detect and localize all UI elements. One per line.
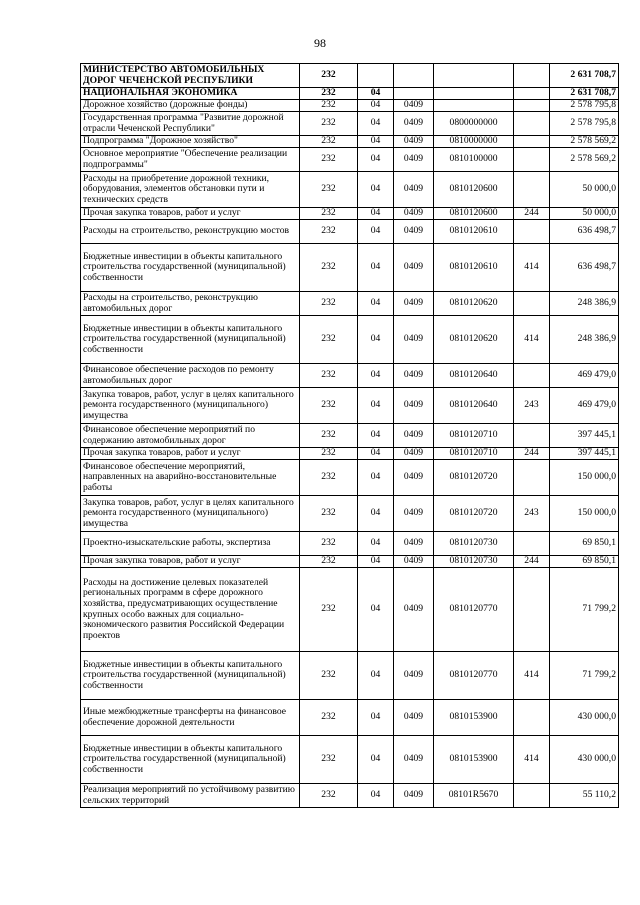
row-expense-type xyxy=(514,292,550,316)
row-expense-type xyxy=(514,424,550,448)
row-amount: 71 799,2 xyxy=(550,652,619,700)
row-section-code: 04 xyxy=(358,316,394,364)
table-row xyxy=(81,100,619,112)
row-expense-type xyxy=(514,220,550,244)
row-section-code: 04 xyxy=(358,172,394,208)
row-expense-type: 243 xyxy=(514,496,550,532)
table-row xyxy=(81,208,619,220)
row-target-article: 0810120730 xyxy=(434,556,514,568)
row-section-code: 04 xyxy=(358,568,394,652)
row-ved-code: 232 xyxy=(300,364,358,388)
row-section-code: 04 xyxy=(358,220,394,244)
row-section-code: 04 xyxy=(358,136,394,148)
row-target-article: 0810120770 xyxy=(434,652,514,700)
row-amount: 55 110,2 xyxy=(550,784,619,808)
row-amount: 69 850,1 xyxy=(550,556,619,568)
row-ved-code: 232 xyxy=(300,652,358,700)
row-name: Иные межбюджетные трансферты на финансовое обеспечение дорожной деятельности xyxy=(81,700,300,736)
row-name: Прочая закупка товаров, работ и услуг xyxy=(81,448,300,460)
row-subsection-code: 0409 xyxy=(394,148,434,172)
row-section-code: 04 xyxy=(358,112,394,136)
row-expense-type xyxy=(514,100,550,112)
table-row xyxy=(81,64,619,88)
row-ved-code: 232 xyxy=(300,100,358,112)
row-section-code: 04 xyxy=(358,532,394,556)
row-expense-type xyxy=(514,700,550,736)
table-row xyxy=(81,700,619,736)
row-subsection-code: 0409 xyxy=(394,244,434,292)
row-amount: 2 631 708,7 xyxy=(550,88,619,100)
row-ved-code: 232 xyxy=(300,532,358,556)
row-target-article: 0810120620 xyxy=(434,316,514,364)
row-subsection-code xyxy=(394,64,434,88)
row-name: Финансовое обеспечение мероприятий, направленных на аварийно-восстановительные работы xyxy=(81,460,300,496)
row-ved-code: 232 xyxy=(300,208,358,220)
row-amount: 469 479,0 xyxy=(550,364,619,388)
budget-table xyxy=(80,63,619,808)
table-row xyxy=(81,292,619,316)
row-name: Бюджетные инвестиции в объекты капитального строительства государственной (муниципальной) собственности xyxy=(81,316,300,364)
row-section-code: 04 xyxy=(358,736,394,784)
page-number: 98 xyxy=(314,36,326,50)
row-ved-code: 232 xyxy=(300,88,358,100)
row-target-article: 0800000000 xyxy=(434,112,514,136)
row-ved-code: 232 xyxy=(300,556,358,568)
row-name: Государственная программа "Развитие дорожной отрасли Чеченской Республики" xyxy=(81,112,300,136)
row-name: Бюджетные инвестиции в объекты капитального строительства государственной (муниципальной) собственности xyxy=(81,652,300,700)
row-amount: 2 578 569,2 xyxy=(550,136,619,148)
row-section-code: 04 xyxy=(358,700,394,736)
row-amount: 2 578 795,8 xyxy=(550,100,619,112)
row-section-code xyxy=(358,64,394,88)
row-name: Расходы на достижение целевых показателей региональных программ в сфере дорожного хозяйства, предусматривающих осуществление крупных особо важных для социально-экономического развития Российской Федерации проектов xyxy=(81,568,300,652)
table-row xyxy=(81,448,619,460)
row-subsection-code: 0409 xyxy=(394,292,434,316)
row-name: Закупка товаров, работ, услуг в целях капитального ремонта государственного (муниципального) имущества xyxy=(81,388,300,424)
row-name: Закупка товаров, работ, услуг в целях капитального ремонта государственного (муниципального) имущества xyxy=(81,496,300,532)
row-subsection-code: 0409 xyxy=(394,568,434,652)
row-target-article xyxy=(434,88,514,100)
row-ved-code: 232 xyxy=(300,244,358,292)
row-section-code: 04 xyxy=(358,448,394,460)
row-ved-code: 232 xyxy=(300,112,358,136)
row-name: Финансовое обеспечение мероприятий по содержанию автомобильных дорог xyxy=(81,424,300,448)
row-subsection-code: 0409 xyxy=(394,172,434,208)
row-section-code: 04 xyxy=(358,496,394,532)
row-name: Подпрограмма "Дорожное хозяйство" xyxy=(81,136,300,148)
table-row xyxy=(81,556,619,568)
row-subsection-code: 0409 xyxy=(394,220,434,244)
row-expense-type xyxy=(514,88,550,100)
row-name: Проектно-изыскательские работы, экспертиза xyxy=(81,532,300,556)
row-expense-type xyxy=(514,136,550,148)
row-expense-type: 414 xyxy=(514,736,550,784)
row-subsection-code: 0409 xyxy=(394,100,434,112)
row-expense-type: 243 xyxy=(514,388,550,424)
row-target-article: 0810000000 xyxy=(434,136,514,148)
table-row xyxy=(81,568,619,652)
row-expense-type xyxy=(514,460,550,496)
row-ved-code: 232 xyxy=(300,700,358,736)
row-ved-code: 232 xyxy=(300,292,358,316)
row-target-article: 0810120600 xyxy=(434,172,514,208)
row-target-article: 0810120610 xyxy=(434,220,514,244)
row-ved-code: 232 xyxy=(300,736,358,784)
row-name: Расходы на приобретение дорожной техники, оборудования, элементов обстановки пути и технических средств xyxy=(81,172,300,208)
row-section-code: 04 xyxy=(358,424,394,448)
row-amount: 397 445,1 xyxy=(550,424,619,448)
table-row xyxy=(81,244,619,292)
row-target-article: 0810120730 xyxy=(434,532,514,556)
row-expense-type xyxy=(514,532,550,556)
table-row xyxy=(81,652,619,700)
row-expense-type xyxy=(514,172,550,208)
row-subsection-code: 0409 xyxy=(394,424,434,448)
row-subsection-code: 0409 xyxy=(394,556,434,568)
row-name: Прочая закупка товаров, работ и услуг xyxy=(81,556,300,568)
row-amount: 150 000,0 xyxy=(550,460,619,496)
row-target-article: 0810120640 xyxy=(434,364,514,388)
row-target-article: 0810100000 xyxy=(434,148,514,172)
row-target-article xyxy=(434,100,514,112)
row-expense-type: 414 xyxy=(514,244,550,292)
row-amount: 469 479,0 xyxy=(550,388,619,424)
row-name: Дорожное хозяйство (дорожные фонды) xyxy=(81,100,300,112)
row-section-code: 04 xyxy=(358,556,394,568)
row-amount: 636 498,7 xyxy=(550,220,619,244)
row-expense-type xyxy=(514,784,550,808)
row-subsection-code xyxy=(394,88,434,100)
row-amount: 430 000,0 xyxy=(550,736,619,784)
row-name: Финансовое обеспечение расходов по ремонту автомобильных дорог xyxy=(81,364,300,388)
row-target-article: 0810120600 xyxy=(434,208,514,220)
row-target-article: 0810120710 xyxy=(434,448,514,460)
row-name: Расходы на строительство, реконструкцию мостов xyxy=(81,220,300,244)
row-ved-code: 232 xyxy=(300,148,358,172)
row-amount: 69 850,1 xyxy=(550,532,619,556)
row-ved-code: 232 xyxy=(300,460,358,496)
row-subsection-code: 0409 xyxy=(394,388,434,424)
row-name: Основное мероприятие "Обеспечение реализации подпрограммы" xyxy=(81,148,300,172)
row-subsection-code: 0409 xyxy=(394,460,434,496)
row-ved-code: 232 xyxy=(300,172,358,208)
table-row xyxy=(81,736,619,784)
row-amount: 71 799,2 xyxy=(550,568,619,652)
row-amount: 2 631 708,7 xyxy=(550,64,619,88)
table-row xyxy=(81,784,619,808)
row-ved-code: 232 xyxy=(300,136,358,148)
row-ved-code: 232 xyxy=(300,496,358,532)
row-ved-code: 232 xyxy=(300,424,358,448)
row-section-code: 04 xyxy=(358,208,394,220)
table-row xyxy=(81,172,619,208)
row-subsection-code: 0409 xyxy=(394,736,434,784)
row-target-article: 0810120610 xyxy=(434,244,514,292)
row-subsection-code: 0409 xyxy=(394,700,434,736)
row-amount: 397 445,1 xyxy=(550,448,619,460)
row-amount: 150 000,0 xyxy=(550,496,619,532)
row-amount: 430 000,0 xyxy=(550,700,619,736)
row-amount: 50 000,0 xyxy=(550,208,619,220)
table-row xyxy=(81,364,619,388)
row-target-article: 0810120720 xyxy=(434,496,514,532)
row-target-article: 0810120770 xyxy=(434,568,514,652)
row-expense-type xyxy=(514,64,550,88)
row-name: Бюджетные инвестиции в объекты капитального строительства государственной (муниципальной) собственности xyxy=(81,244,300,292)
row-ved-code: 232 xyxy=(300,64,358,88)
row-subsection-code: 0409 xyxy=(394,496,434,532)
row-name: Реализация мероприятий по устойчивому развитию сельских территорий xyxy=(81,784,300,808)
row-amount: 248 386,9 xyxy=(550,292,619,316)
row-expense-type xyxy=(514,112,550,136)
row-amount: 50 000,0 xyxy=(550,172,619,208)
row-target-article: 0810153900 xyxy=(434,736,514,784)
row-expense-type: 414 xyxy=(514,316,550,364)
row-expense-type xyxy=(514,568,550,652)
row-ved-code: 232 xyxy=(300,448,358,460)
row-subsection-code: 0409 xyxy=(394,316,434,364)
row-section-code: 04 xyxy=(358,652,394,700)
row-name: Прочая закупка товаров, работ и услуг xyxy=(81,208,300,220)
row-name: Бюджетные инвестиции в объекты капитального строительства государственной (муниципальной) собственности xyxy=(81,736,300,784)
row-section-code: 04 xyxy=(358,388,394,424)
row-subsection-code: 0409 xyxy=(394,136,434,148)
row-ved-code: 232 xyxy=(300,388,358,424)
row-section-code: 04 xyxy=(358,100,394,112)
row-amount: 2 578 795,8 xyxy=(550,112,619,136)
row-section-code: 04 xyxy=(358,88,394,100)
row-expense-type: 244 xyxy=(514,448,550,460)
row-target-article: 0810153900 xyxy=(434,700,514,736)
row-target-article xyxy=(434,64,514,88)
table-row xyxy=(81,496,619,532)
row-section-code: 04 xyxy=(358,460,394,496)
row-expense-type: 414 xyxy=(514,652,550,700)
row-section-code: 04 xyxy=(358,292,394,316)
row-subsection-code: 0409 xyxy=(394,208,434,220)
row-ved-code: 232 xyxy=(300,784,358,808)
row-target-article: 0810120710 xyxy=(434,424,514,448)
row-subsection-code: 0409 xyxy=(394,784,434,808)
row-expense-type: 244 xyxy=(514,556,550,568)
row-subsection-code: 0409 xyxy=(394,532,434,556)
table-row xyxy=(81,388,619,424)
table-row xyxy=(81,424,619,448)
row-subsection-code: 0409 xyxy=(394,448,434,460)
row-amount: 2 578 569,2 xyxy=(550,148,619,172)
row-name: МИНИСТЕРСТВО АВТОМОБИЛЬНЫХ ДОРОГ ЧЕЧЕНСКОЙ РЕСПУБЛИКИ xyxy=(81,64,300,88)
row-expense-type: 244 xyxy=(514,208,550,220)
table-row xyxy=(81,112,619,136)
row-name: НАЦИОНАЛЬНАЯ ЭКОНОМИКА xyxy=(81,88,300,100)
row-expense-type xyxy=(514,148,550,172)
row-ved-code: 232 xyxy=(300,316,358,364)
row-section-code: 04 xyxy=(358,244,394,292)
row-ved-code: 232 xyxy=(300,220,358,244)
row-ved-code: 232 xyxy=(300,568,358,652)
table-row xyxy=(81,316,619,364)
row-section-code: 04 xyxy=(358,364,394,388)
row-target-article: 08101R5670 xyxy=(434,784,514,808)
table-row xyxy=(81,136,619,148)
row-expense-type xyxy=(514,364,550,388)
row-target-article: 0810120720 xyxy=(434,460,514,496)
row-amount: 636 498,7 xyxy=(550,244,619,292)
row-target-article: 0810120640 xyxy=(434,388,514,424)
table-row xyxy=(81,532,619,556)
row-subsection-code: 0409 xyxy=(394,112,434,136)
row-section-code: 04 xyxy=(358,784,394,808)
table-row xyxy=(81,220,619,244)
row-subsection-code: 0409 xyxy=(394,652,434,700)
row-name: Расходы на строительство, реконструкцию автомобильных дорог xyxy=(81,292,300,316)
row-target-article: 0810120620 xyxy=(434,292,514,316)
row-section-code: 04 xyxy=(358,148,394,172)
row-subsection-code: 0409 xyxy=(394,364,434,388)
table-row xyxy=(81,460,619,496)
table-row xyxy=(81,148,619,172)
table-row xyxy=(81,88,619,100)
row-amount: 248 386,9 xyxy=(550,316,619,364)
